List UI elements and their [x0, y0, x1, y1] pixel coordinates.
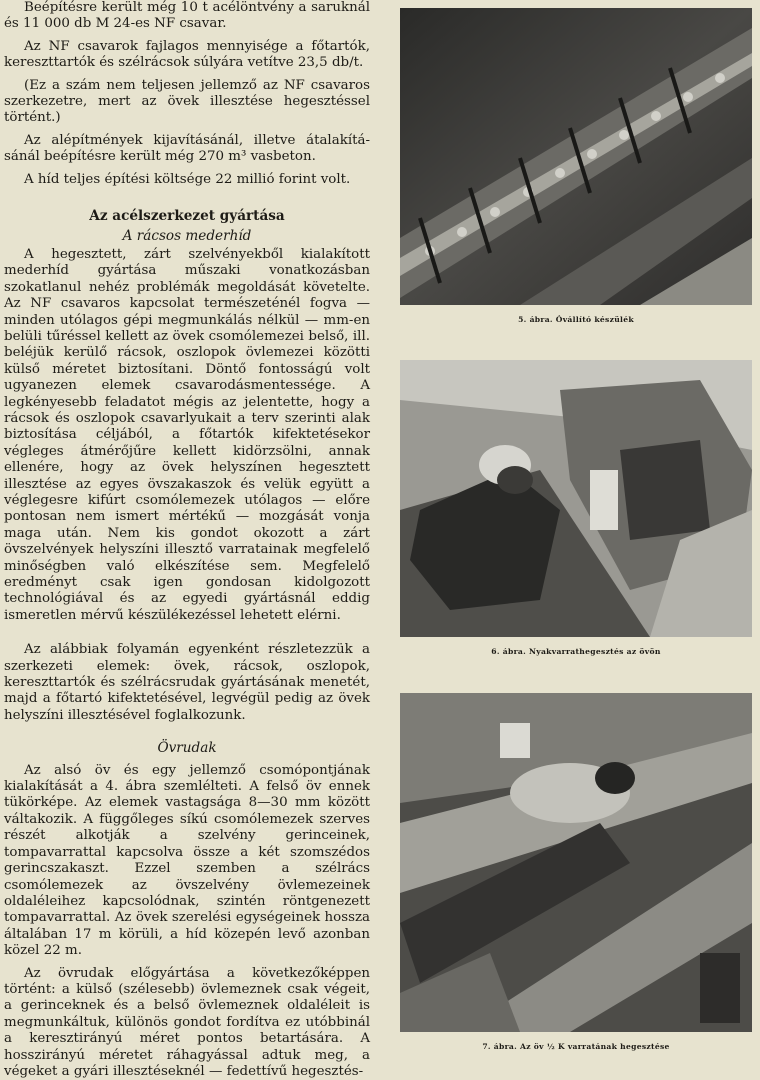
figure-5: [400, 8, 752, 324]
paragraph: Beépítésre került még 10 t acélöntvény a saruknál és 11 000 db M 24-es NF csavar.: [4, 0, 370, 32]
paragraph: Az alábbiak folyamán egyenként részletezzük a szerkezeti elemek: övek, rácsok, oszlopok, kereszttartók és szélrácsrudak gyártásának menetét, majd a főtartó kifektetésével, legvégül pedig az övek helyszíni illesztésével foglalkozunk.: [4, 642, 370, 723]
subsection-title: Övrudak: [157, 740, 217, 757]
paragraph: (Ez a szám nem teljesen jellemző az NF csavaros szerkezetre, mert az övek illesztése hegesztéssel történt.): [4, 77, 370, 126]
figure-caption: 7. ábra. Az öv ½ K varratának hegesztése: [482, 1042, 670, 1051]
welding-jig-photo: [400, 8, 752, 305]
paragraph: A híd teljes építési költsége 22 millió forint volt.: [24, 171, 351, 187]
figure-caption: 5. ábra. Óvállító készülék: [518, 315, 634, 324]
paragraph: Az alsó öv és egy jellemző csomópontjának kialakítását a 4. ábra szemlélteti. A felső öv ennek tükörképe. Az elemek vastagsága 8—30 mm között váltakozik. A függőleges síkú csomólemezek szerves részét alkotják a szelvény gerinceinek, tompavarrattal kapcsolva össze a két szomszédos gerincszakaszt. Ezzel szemben a szélrács csomólemezek az övszelvény övlemezeinek oldaléleihez kapcsolódnak, szintén röntgenezett tompavarrattal. Az övek szerelési egységeinek hossza általában 17 m körüli, a híd közepén levő azonban közel 22 m.: [4, 762, 370, 959]
workshop-photo: [400, 693, 752, 1032]
paragraph: Az övrudak előgyártása a következőképpen történt: a külső (szélesebb) övlemeznek csak végeit, a gerinceknek és a belső övlemeznek oldaléleit is megmunkáltuk, különös gondot fordítva ez utóbbinál a keresztirányú méret pontos betartására. A hosszirányú méretet ráhagyással adtuk meg, a végeket a gyári illesztéseknél — fedettívű hegesztés-: [4, 965, 370, 1079]
figure-caption: 6. ábra. Nyakvarrathegesztés az övön: [491, 647, 661, 656]
subsection-title: A rácsos mederhíd: [122, 228, 252, 245]
figure-6: [400, 360, 752, 656]
paragraph: Az alépítmények kijavításánál, illetve átalakításánál beépítésre került még 270 m³ vasbeton.: [4, 132, 370, 165]
welder-photo: [400, 360, 752, 637]
figure-7: [400, 693, 752, 1051]
paragraph: Az NF csavarok fajlagos mennyisége a főtartók, kereszttartók és szélrácsok súlyára vetítve 23,5 db/t.: [4, 38, 370, 71]
text-column: [4, 0, 370, 1080]
section-title: Az acélszerkezet gyártása: [89, 208, 285, 225]
paragraph: A hegesztett, zárt szelvényekből kialakított mederhíd gyártása műszaki vonatkozásban szokatlanul nehéz problémák megoldását követelte. Az NF csavaros kapcsolat természeténél fogva — minden utólagos gépi megmunkálás nélkül — mm-en belüli tűréssel kellett az övek csomólemezei belső, ill. beléjük kerülő rácsok, oszlopok övlemezei közötti külső méretet biztosítani. Döntő fontosságú volt ugyanezen elemek csavarodásmentessége. A legkényesebb feladatot mégis az jelentette, hogy a rácsok és oszlopok csavarlyukait a terv szerinti alak biztosítása céljából, a főtartók kifektetésekor végleges átmérőjűre kellett kidörzsölni, annak ellenére, hogy az övek helyszínen hegesztett illesztése az egyes övszakaszok és velük együtt a véglegesre kifúrt csomólemezek utólagos — előre pontosan nem ismert mértékű — mozgását vonja maga után. Nem kis gondot okozott a zárt övszelvények helyszíni illesztő varratainak megfelelő minőségben való elkészítése sem. Megfelelő eredményt csak igen gondosan kidolgozott technológiával és az egyedi gyártásnál eddig ismeretlen mérvű készülékezéssel lehetett elérni.: [4, 246, 370, 623]
